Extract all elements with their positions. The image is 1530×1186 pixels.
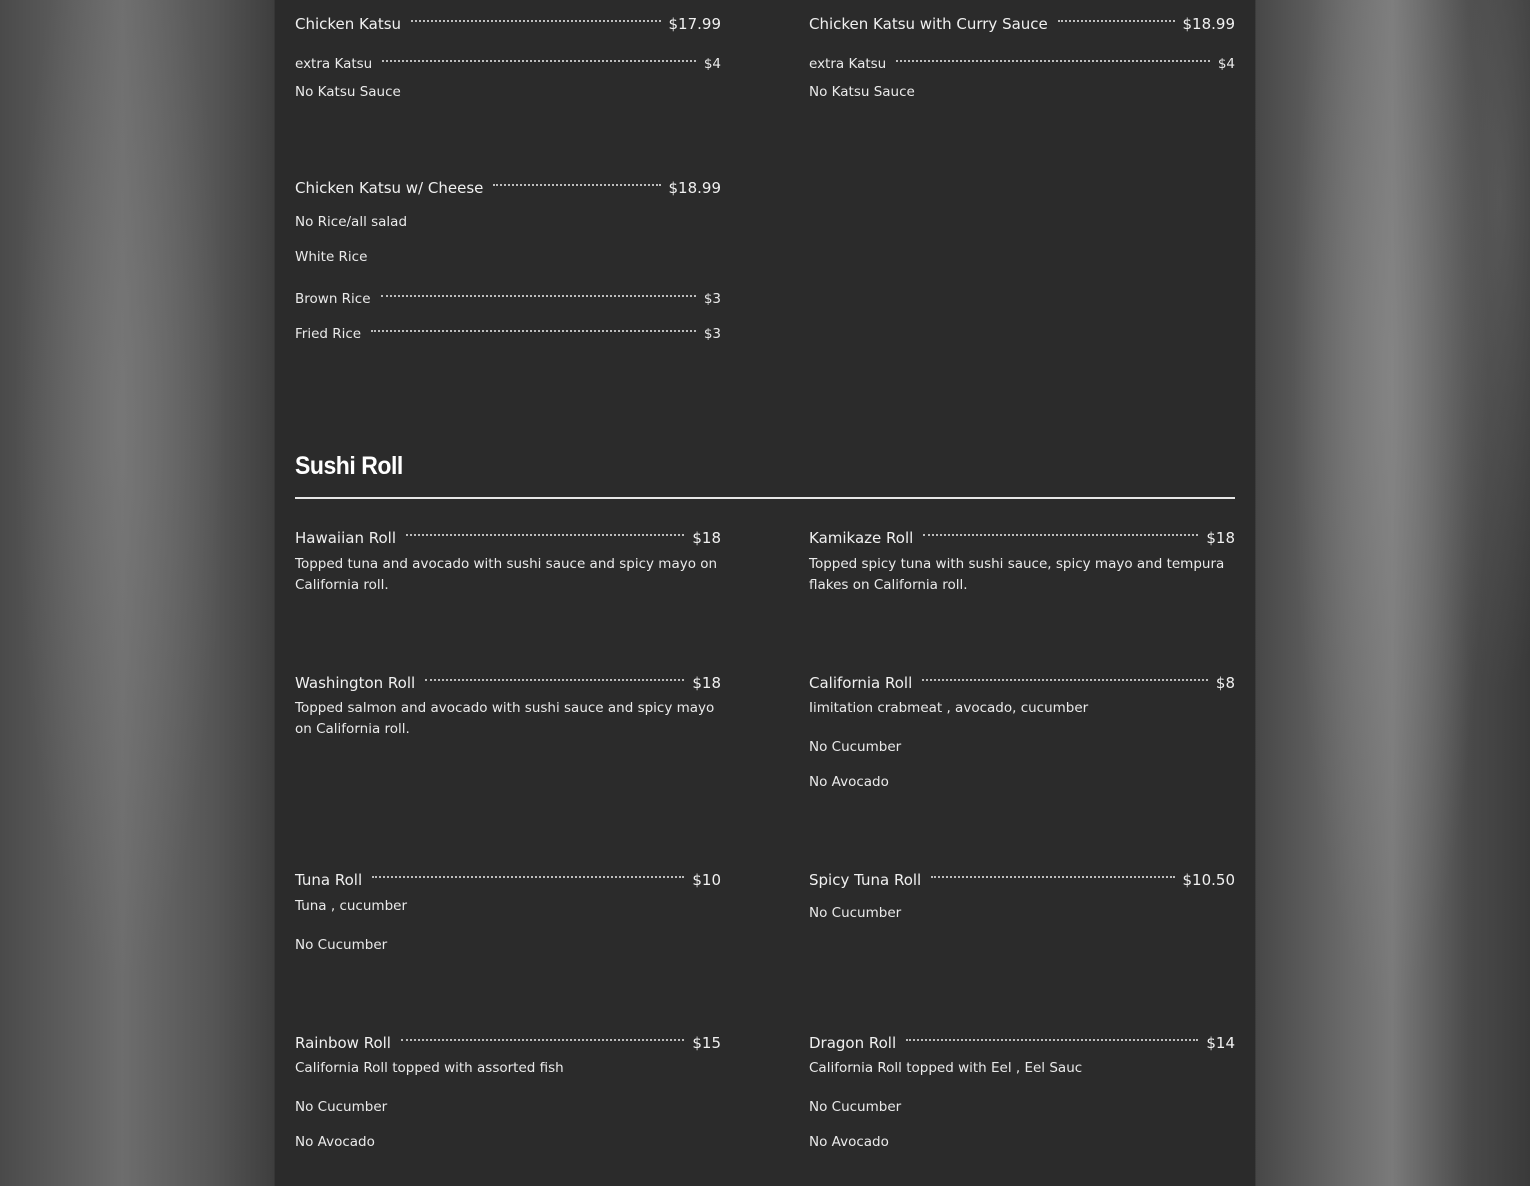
dot-leader <box>922 659 1208 681</box>
menu-item-chicken-katsu-cheese <box>295 171 721 342</box>
option-name: Brown Rice <box>295 291 371 307</box>
menu-item-dragon-roll <box>809 1026 1235 1151</box>
dot-leader <box>931 856 1174 878</box>
item-name: Washington Roll <box>295 674 416 692</box>
item-header <box>295 7 721 33</box>
item-option <box>295 83 721 101</box>
item-name: Tuna Roll <box>295 871 363 889</box>
item-name: Chicken Katsu with Curry Sauce <box>809 15 1048 33</box>
item-header <box>809 521 1235 547</box>
item-header <box>809 863 1235 889</box>
dot-leader <box>896 42 1210 62</box>
item-price: $8 <box>1215 674 1235 692</box>
item-name: Spicy Tuna Roll <box>809 871 922 889</box>
option-name: No Cucumber <box>809 905 902 921</box>
item-name: Hawaiian Roll <box>295 529 396 547</box>
item-option <box>295 936 721 954</box>
item-price: $17.99 <box>668 15 721 33</box>
menu-item-tuna-roll <box>295 863 721 954</box>
option-price: $4 <box>703 56 721 72</box>
item-header <box>295 171 721 197</box>
option-name: No Rice/all salad <box>295 214 408 230</box>
menu-item-washington-roll <box>295 666 721 740</box>
item-description: California Roll topped with assorted fish <box>295 1060 564 1076</box>
option-price: $3 <box>703 291 721 307</box>
option-name: No Cucumber <box>295 1099 388 1115</box>
item-option <box>809 773 1235 791</box>
menu-item-california-roll <box>809 666 1235 791</box>
dot-leader <box>1058 0 1175 22</box>
option-name: No Katsu Sauce <box>809 84 915 100</box>
item-option <box>295 283 721 307</box>
item-option <box>295 48 721 72</box>
dot-leader <box>371 312 696 332</box>
option-name: No Cucumber <box>809 1099 902 1115</box>
menu-page <box>275 0 1255 1186</box>
menu-item-kamikaze-roll <box>809 521 1235 596</box>
option-name: No Avocado <box>295 1134 375 1150</box>
item-header <box>295 863 721 889</box>
item-price: $10.50 <box>1182 871 1235 889</box>
dot-leader <box>923 514 1198 536</box>
item-header <box>295 521 721 547</box>
item-header <box>809 1026 1235 1052</box>
option-name: extra Katsu <box>295 56 373 72</box>
item-header <box>809 666 1235 692</box>
item-option <box>809 48 1235 72</box>
item-name: Rainbow Roll <box>295 1034 391 1052</box>
item-price: $15 <box>692 1034 721 1052</box>
dot-leader <box>372 856 684 878</box>
item-description: Tuna , cucumber <box>295 898 407 914</box>
item-price: $18 <box>692 674 721 692</box>
dot-leader <box>493 164 660 186</box>
item-description: Iimitation crabmeat , avocado, cucumber <box>809 700 1089 716</box>
item-price: $18.99 <box>668 179 721 197</box>
item-name: Dragon Roll <box>809 1034 897 1052</box>
item-option <box>809 904 1235 922</box>
option-name: No Avocado <box>809 1134 889 1150</box>
item-description: California Roll topped with Eel , Eel Sauc <box>809 1060 1083 1076</box>
option-name: White Rice <box>295 249 368 265</box>
item-option <box>809 1098 1235 1116</box>
item-price: $18.99 <box>1182 15 1235 33</box>
item-header <box>295 1026 721 1052</box>
item-header <box>809 7 1235 33</box>
option-name: No Avocado <box>809 774 889 790</box>
dot-leader <box>425 659 684 681</box>
option-name: No Cucumber <box>295 937 388 953</box>
item-name: Chicken Katsu <box>295 15 402 33</box>
item-price: $18 <box>1206 529 1235 547</box>
item-description: Topped tuna and avocado with sushi sauce and spicy mayo on California roll. <box>295 556 718 593</box>
item-option <box>295 1098 721 1116</box>
dot-leader <box>381 277 696 297</box>
item-name: California Roll <box>809 674 913 692</box>
item-description: Topped spicy tuna with sushi sauce, spicy mayo and tempura flakes on California roll. <box>809 556 1225 593</box>
item-option <box>809 738 1235 756</box>
item-option <box>295 213 721 231</box>
option-name: Fried Rice <box>295 326 362 342</box>
section-title-sushi-roll: Sushi Roll <box>295 452 403 480</box>
menu-item-chicken-katsu-curry <box>809 7 1235 101</box>
menu-item-chicken-katsu <box>295 7 721 101</box>
item-option <box>295 248 721 266</box>
menu-item-spicy-tuna-roll <box>809 863 1235 922</box>
item-name: Chicken Katsu w/ Cheese <box>295 179 484 197</box>
item-price: $14 <box>1206 1034 1235 1052</box>
dot-leader <box>382 42 696 62</box>
item-option <box>809 1133 1235 1151</box>
dot-leader <box>406 514 684 536</box>
item-option <box>295 1133 721 1151</box>
dot-leader <box>411 0 660 22</box>
section-divider <box>295 497 1235 499</box>
item-name: Kamikaze Roll <box>809 529 914 547</box>
menu-item-rainbow-roll <box>295 1026 721 1151</box>
option-name: extra Katsu <box>809 56 887 72</box>
item-price: $18 <box>692 529 721 547</box>
item-header <box>295 666 721 692</box>
dot-leader <box>906 1019 1198 1041</box>
item-description: Topped salmon and avocado with sushi sauce and spicy mayo on California roll. <box>295 700 715 737</box>
menu-item-hawaiian-roll <box>295 521 721 596</box>
item-price: $10 <box>692 871 721 889</box>
dot-leader <box>401 1019 684 1041</box>
option-price: $4 <box>1217 56 1235 72</box>
option-name: No Katsu Sauce <box>295 84 401 100</box>
item-option <box>809 83 1235 101</box>
item-option <box>295 318 721 342</box>
option-name: No Cucumber <box>809 739 902 755</box>
option-price: $3 <box>703 326 721 342</box>
